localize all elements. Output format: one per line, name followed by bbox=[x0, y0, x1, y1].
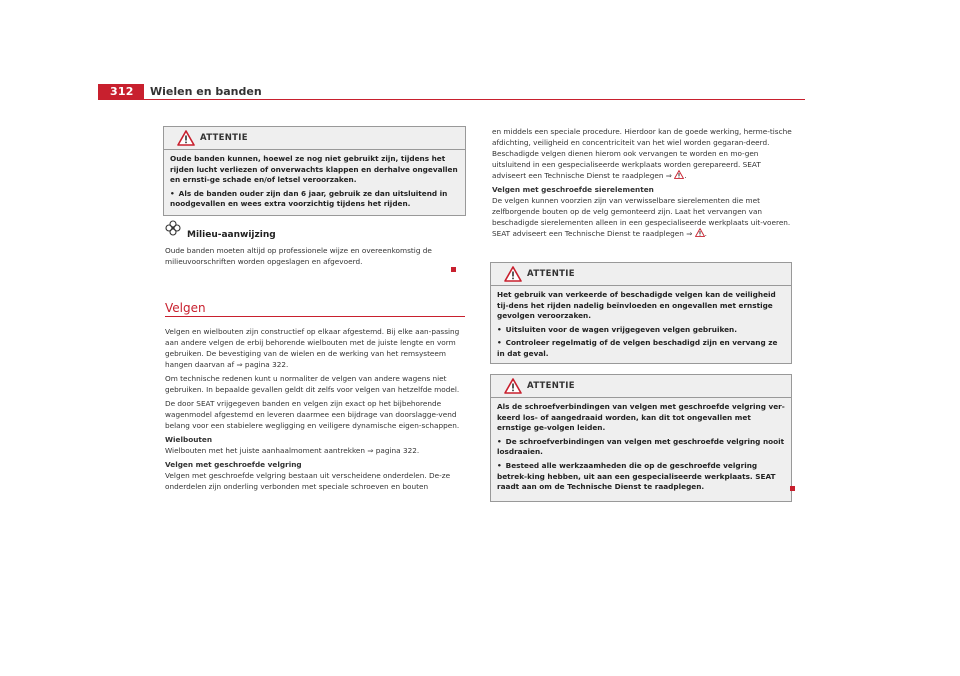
warning-header bbox=[491, 263, 791, 286]
geschroefde-velgring-title: Velgen met geschroefde velgring bbox=[165, 460, 302, 469]
end-mark bbox=[451, 267, 456, 272]
warning-body bbox=[491, 286, 791, 366]
warning-bullet: • Als de banden ouder zijn dan 6 jaar, gebruik ze dan uitsluitend in noodgevallen en wees extra voorzichtig tijdens het rijden. bbox=[170, 189, 459, 210]
header-rule bbox=[98, 99, 805, 100]
warning-reference-icon bbox=[695, 228, 705, 237]
velgen-paragraph-2: Om technische redenen kunt u normaliter de velgen van andere wagens niet gebruiken. In bepaalde gevallen geldt dit zelfs voor velgen van hetzelfde model. bbox=[165, 374, 460, 394]
warning-paragraph: Het gebruik van verkeerde of beschadigde velgen kan de veiligheid tij-dens het rijden nadelig beïnvloeden en ongevallen met ernstige gevolgen veroorzaken. bbox=[497, 290, 776, 321]
end-mark bbox=[790, 486, 795, 491]
velgen-body bbox=[165, 326, 467, 495]
warning-reference-icon bbox=[674, 170, 684, 179]
warning-body bbox=[164, 150, 465, 216]
environment-text bbox=[165, 245, 465, 270]
warning-paragraph: Als de schroefverbindingen van velgen met geschroefde velgring ver-keerd los- of aangedraaid worden, kan dit tot ongevallen met ernstige ge-volgen leiden. bbox=[497, 402, 785, 433]
warning-header bbox=[491, 375, 791, 398]
right-column-body bbox=[492, 126, 796, 242]
warning-title: ATTENTIE bbox=[527, 269, 575, 279]
velgen-heading-rule bbox=[165, 316, 465, 317]
warning-bullet-2: • Besteed alle werkzaamheden die op de geschroefde velgring betrek-king hebben, uit aan een gespecialiseerde werkplaats. SEAT raadt aan om de Technische Dienst te raadplegen. bbox=[497, 461, 785, 493]
velgen-heading: Velgen bbox=[165, 301, 206, 315]
environment-title: Milieu-aanwijzing bbox=[187, 230, 276, 240]
sierelementen-text-body: De velgen kunnen voorzien zijn van verwisselbare sierelementen die met zelfborgende bouten op de velg gemonteerd zijn. Laat het vervangen van beschadigde sierelementen alleen in een gespecialiseerde werkplaats uit-voeren. SEAT adviseert een Technische Dienst te raadplegen ⇒ bbox=[492, 196, 791, 238]
geschroefde-velgring-text: Velgen met geschroefde velgring bestaan uit verscheidene onderdelen. De-ze onderdelen zijn onderling verbonden met speciale schroeven en bouten bbox=[165, 471, 451, 491]
right-paragraph-1: en middels een speciale procedure. Hierdoor kan de goede werking, herme-tische afdichting, veiligheid en concentriciteit van het wiel worden gegaran-deerd. Beschadigde velgen dienen hierom ook vervangen te worden en mo-gen uitsluitend in een gespecialiseerde werkplaats worden gerepareerd. SEAT adviseert een Technische Dienst te raadplegen ⇒ . bbox=[492, 127, 792, 180]
sierelementen-text: De velgen kunnen voorzien zijn van verwisselbare sierelementen die met zelfborgende bouten op de velg gemonteerd zijn. Laat het vervangen van beschadigde sierelementen alleen in een gespecialiseerde werkplaats uit-voeren. SEAT adviseert een Technische Dienst te raadplegen ⇒ . bbox=[492, 196, 791, 238]
warning-triangle-icon bbox=[504, 378, 522, 394]
warning-bullet-2: • Controleer regelmatig of de velgen beschadigd zijn en vervang ze in dat geval. bbox=[497, 338, 785, 359]
wielbouten-title: Wielbouten bbox=[165, 435, 213, 444]
warning-box-tire-age bbox=[163, 126, 466, 216]
warning-body bbox=[491, 398, 791, 499]
right-paragraph-1-text: en middels een speciale procedure. Hierdoor kan de goede werking, herme-tische afdichting, veiligheid en concentriciteit van het wiel worden gegaran-deerd. Beschadigde velgen dienen hierom ook vervangen te worden en mo-gen uitsluitend in een gespecialiseerde werkplaats worden gerepareerd. SEAT adviseert een Technische Dienst te raadplegen ⇒ bbox=[492, 127, 792, 180]
warning-box-screw-connections bbox=[490, 374, 792, 502]
flower-icon bbox=[165, 220, 181, 236]
warning-paragraph: Oude banden kunnen, hoewel ze nog niet gebruikt zijn, tijdens het rijden lucht verliezen of onverwachts klappen en derhalve ongevallen en ernsti-ge schade en/of letsel veroorzaken. bbox=[170, 154, 458, 185]
warning-title: ATTENTIE bbox=[527, 381, 575, 391]
section-title: Wielen en banden bbox=[150, 85, 262, 98]
warning-title: ATTENTIE bbox=[200, 133, 248, 143]
velgen-paragraph-1: Velgen en wielbouten zijn constructief op elkaar afgestemd. Bij elke aan-passing aan andere velgen de erbij behorende wielbouten met de juiste lengte en vorm gebruiken. De bevestiging van de wielen en de werking van het remsysteem hangen daarvan af ⇒ pagina 322. bbox=[165, 327, 460, 369]
environment-paragraph: Oude banden moeten altijd op professionele wijze en overeenkomstig de milieuvoorschriften worden opgeslagen en afgevoerd. bbox=[165, 246, 432, 266]
warning-header bbox=[164, 127, 465, 150]
sierelementen-title: Velgen met geschroefde sierelementen bbox=[492, 185, 654, 194]
page-number: 312 bbox=[110, 85, 134, 98]
velgen-paragraph-3: De door SEAT vrijgegeven banden en velgen zijn exact op het bijbehorende wagenmodel afgestemd en leveren daarmee een bijdrage van doorslagge-vend belang voor een stabielere wegligging en veiligere dynamische eigen-schappen. bbox=[165, 399, 460, 430]
warning-box-wrong-rims bbox=[490, 262, 792, 364]
warning-triangle-icon bbox=[177, 130, 195, 146]
warning-triangle-icon bbox=[504, 266, 522, 282]
warning-bullet-1: • Uitsluiten voor de wagen vrijgegeven velgen gebruiken. bbox=[497, 325, 785, 336]
wielbouten-text: Wielbouten met het juiste aanhaalmoment aantrekken ⇒ pagina 322. bbox=[165, 446, 420, 455]
warning-bullet-1: • De schroefverbindingen van velgen met geschroefde velgring nooit losdraaien. bbox=[497, 437, 785, 458]
